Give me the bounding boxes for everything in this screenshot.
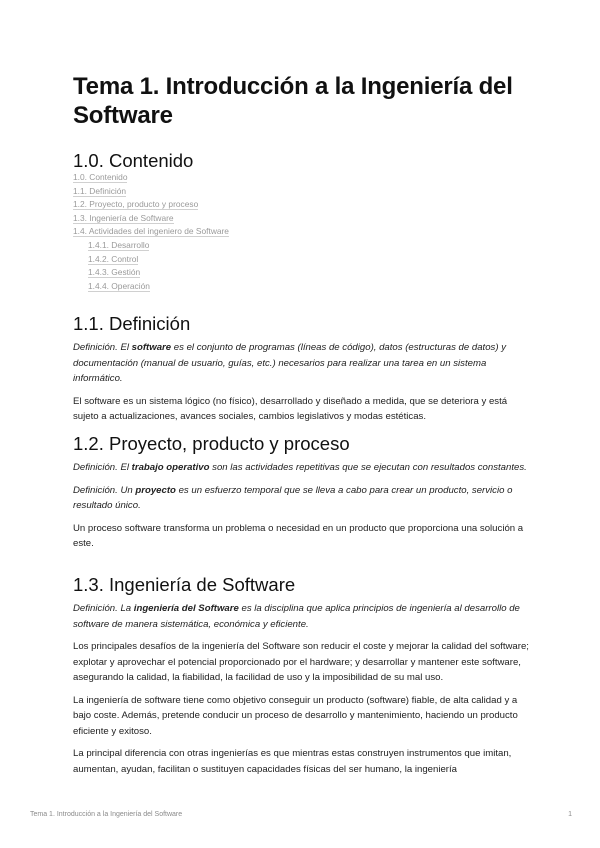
body-paragraph: Un proceso software transforma un problema o necesidad en un producto que proporciona una solución a este. [73,522,524,549]
section-proyecto [73,433,529,559]
section-ingenieria [73,574,529,784]
document-title: Tema 1. Introducción a la Ingeniería del Software [73,73,513,129]
page-footer [30,811,572,818]
definition-paragraph: Definición. El software es el conjunto de programas (líneas de código), datos (estructuras de datos) y documentación (manual de usuario, guías, etc.) necesarios para realizar una tarea en un sistema informático. [73,342,507,384]
table-of-contents [73,171,373,293]
body-paragraph: La principal diferencia con otras ingenierías es que mientras estas construyen instrumentos que imitan, aumentan, ayudan, facilitan o sustituyen capacidades físicas del ser humano, la ingeniería [73,748,512,775]
toc-item[interactable]: 1.1. Definición [73,185,127,196]
section-contents [73,150,529,172]
toc-item[interactable]: 1.4. Actividades del ingeniero de Software [73,226,229,237]
page-number: 1 [568,811,572,818]
definition-paragraph: Definición. El trabajo operativo son las actividades repetitivas que se ejecutan con resultados constantes. [73,462,527,473]
toc-subitem[interactable]: 1.4.3. Gestión [88,267,141,278]
toc-item[interactable]: 1.0. Contenido [73,172,128,182]
body-paragraph: El software es un sistema lógico (no físico), desarrollado y diseñado a medida, que se deteriora y está sujeto a actualizaciones, avances sociales, cambios legislativos y modas estéticas. [73,395,508,422]
definition-paragraph: Definición. La ingeniería del Software es la disciplina que aplica principios de ingeniería al desarrollo de software de manera sistemática, económica y eficiente. [73,603,520,630]
toc-subitem[interactable]: 1.4.4. Operación [88,280,150,291]
toc-item[interactable]: 1.3. Ingeniería de Software [73,212,174,223]
section-heading: 1.1. Definición [73,313,191,334]
body-paragraph: La ingeniería de software tiene como objetivo conseguir un producto (software) fiable, de alta calidad y a bajo coste. Además, pretende conducir un proceso de desarrollo y mantenimiento, haciendo un producto eficiente y exitoso. [73,694,518,737]
contents-heading: 1.0. Contenido [73,150,194,171]
section-heading: 1.3. Ingeniería de Software [73,574,296,595]
section-definicion [73,313,529,432]
body-paragraph: Los principales desafíos de la ingeniería del Software son reducir el coste y mejorar la calidad del software; explotar y aprovechar el potencial proporcionado por el hardware; y desarrollar y mantener este software, asegurando la calidad, la fiabilidad, la facilidad de uso y la imposibilidad de su mal uso. [73,641,529,683]
section-heading: 1.2. Proyecto, producto y proceso [73,433,350,454]
footer-title: Tema 1. Introducción a la Ingeniería del Software [30,811,183,818]
toc-subitem[interactable]: 1.4.2. Control [88,253,139,264]
toc-item[interactable]: 1.2. Proyecto, producto y proceso [73,199,199,210]
definition-paragraph: Definición. Un proyecto es un esfuerzo temporal que se lleva a cabo para crear un producto, servicio o resultado único. [73,484,513,511]
toc-subitem[interactable]: 1.4.1. Desarrollo [88,239,150,250]
